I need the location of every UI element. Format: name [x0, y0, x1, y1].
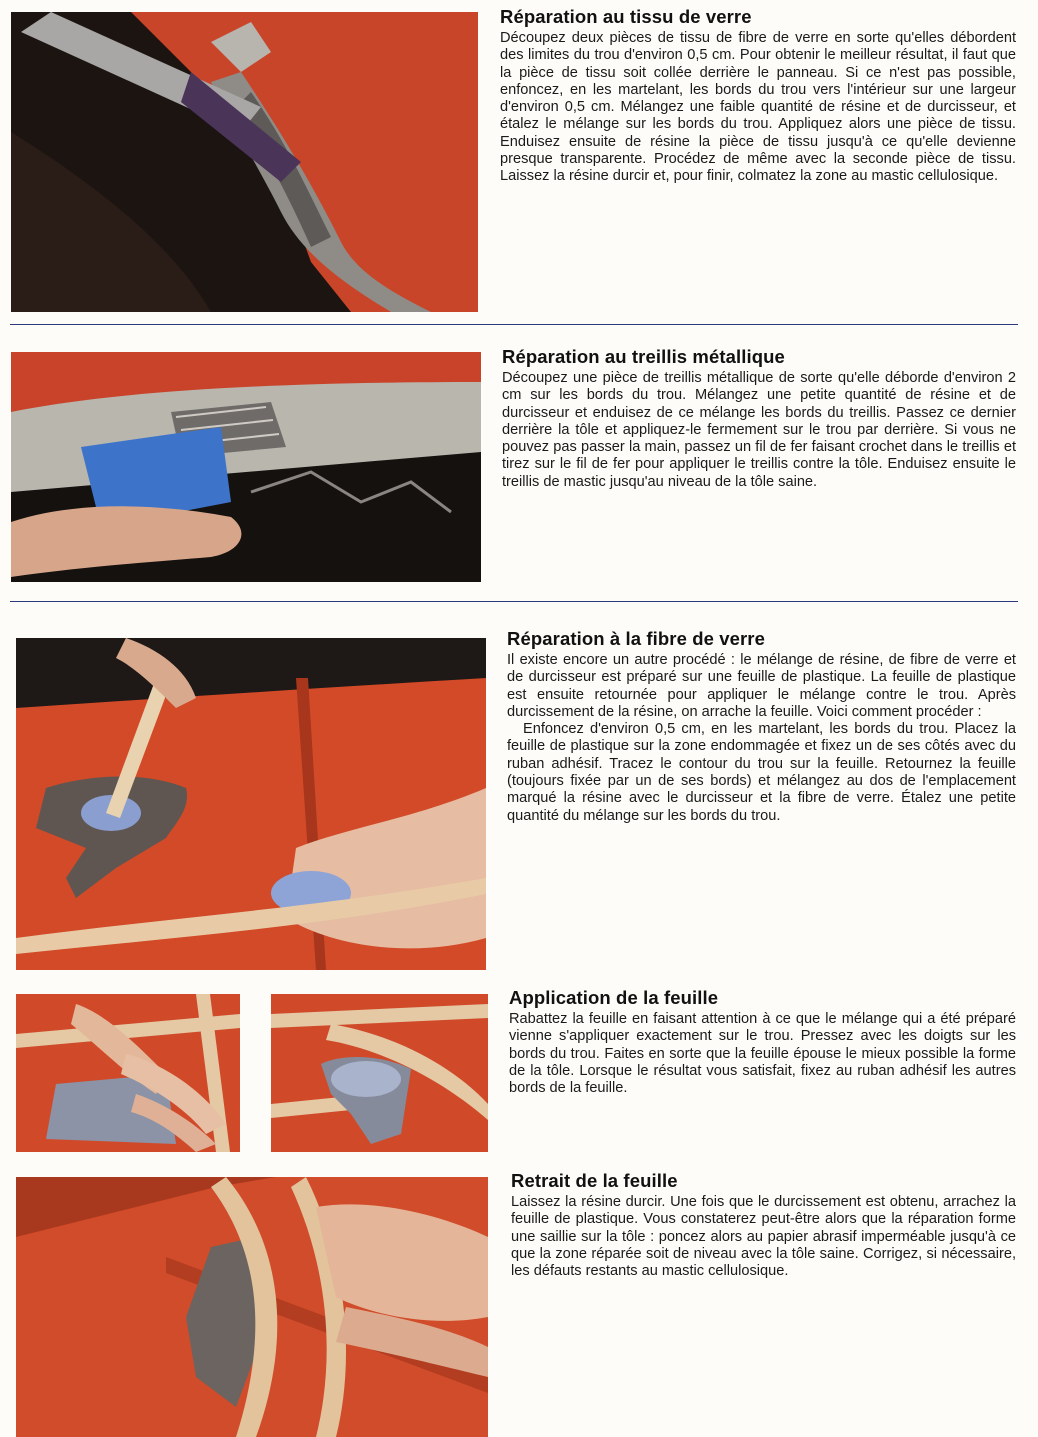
section-body: Découpez deux pièces de tissu de fibre de verre en sorte qu'elles débordent des limites du trou d'environ 0,5 cm. Pour obtenir le meilleur résultat, il faut que la pièce de tissu soit collée derrière le panneau. Si ce n'est pas possible, enfoncez, en les martelant, les bords du trou vers l'intérieur sur une largeur d'environ 0,5 cm. Mélangez une faible quantité de résine et de durcisseur, et étalez le mélange sur les bords du trou. Appliquez alors une pièce de tissu. Enduisez ensuite de résine la pièce de tissu jusqu'à ce qu'elle devienne presque transparente. Procédez de même avec la seconde pièce de tissu. Laissez la résine durcir et, pour finir, colmatez la zone au mastic cellulosique. [500, 30, 1016, 185]
section-body: Enfoncez d'environ 0,5 cm, en les martelant, les bords du trou. Placez la feuille de plastique sur la zone endommagée et fixez un de ses côtés avec du ruban adhésif. Tracez le contour du trou sur la feuille. Retournez la feuille (toujours fixée par un de ses bords) et mélangez au dos de l'emplacement marqué la résine avec le durcisseur et la fibre de verre. Étalez une petite quantité du mélange sur les bords du trou. [507, 721, 1016, 824]
section-body: Découpez une pièce de treillis métallique de sorte qu'elle déborde d'environ 2 cm sur les bords du trou. Mélangez une petite quantité de résine et de durcisseur et enduisez de ce mélange les bords du treillis. Passez ce dernier derrière la tôle et appliquez-le fermement sur le trou par derrière. Si vous ne pouvez pas passer la main, passez un fil de fer faisant crochet dans le treillis et tirez sur le fil de fer pour appliquer le treillis contre la tôle. Enduisez ensuite le treillis de mastic jusqu'au niveau de la tôle saine. [502, 370, 1016, 490]
section-title: Réparation à la fibre de verre [507, 628, 765, 649]
section-fibre-de-verre [507, 628, 1016, 825]
photo-metal-mesh-spatula [11, 352, 481, 582]
section-body: Laissez la résine durcir. Une fois que le durcissement est obtenu, arrachez la feuille de plastique. Vous constaterez peut-être alors que la réparation forme une saillie sur la tôle : poncez alors au papier abrasif imperméable jusqu'à ce que la zone réparée soit de niveau avec la tôle saine. Corrigez, si nécessaire, les défauts restants au mastic cellulosique. [511, 1194, 1016, 1280]
section-treillis-metallique [502, 346, 1016, 491]
section-body: Rabattez la feuille en faisant attention à ce que le mélange qui a été préparé vienne s'appliquer exactement sur le trou. Pressez avec les doigts sur les bords du trou. Faites en sorte que la feuille épouse le mieux possible la forme de la tôle. Lorsque le résultat vous satisfait, fixez au ruban adhésif les autres bords de la feuille. [509, 1011, 1016, 1097]
section-title: Retrait de la feuille [511, 1170, 678, 1191]
photo-sheet-taped [271, 994, 488, 1152]
section-title: Réparation au treillis métallique [502, 346, 785, 367]
photo-fingers-pressing-sheet [16, 994, 240, 1152]
section-title: Application de la feuille [509, 987, 719, 1008]
section-application-feuille [509, 987, 1016, 1097]
section-retrait-feuille [511, 1170, 1016, 1280]
divider-rule [10, 601, 1018, 602]
section-title: Réparation au tissu de verre [500, 6, 752, 27]
section-body: Il existe encore un autre procédé : le mélange de résine, de fibre de verre et de durcisseur est préparé sur une feuille de plastique. La feuille de plastique est ensuite retournée pour appliquer le mélange contre le trou. Après durcissement de la résine, on arrache la feuille. Voici comment procéder : [507, 652, 1016, 720]
photo-spatula-resin-hole [16, 638, 486, 970]
photo-brush-glass-fabric [11, 12, 478, 312]
photo-sheet-removal [16, 1177, 488, 1437]
section-tissu-de-verre [500, 6, 1016, 186]
divider-rule [10, 324, 1018, 325]
